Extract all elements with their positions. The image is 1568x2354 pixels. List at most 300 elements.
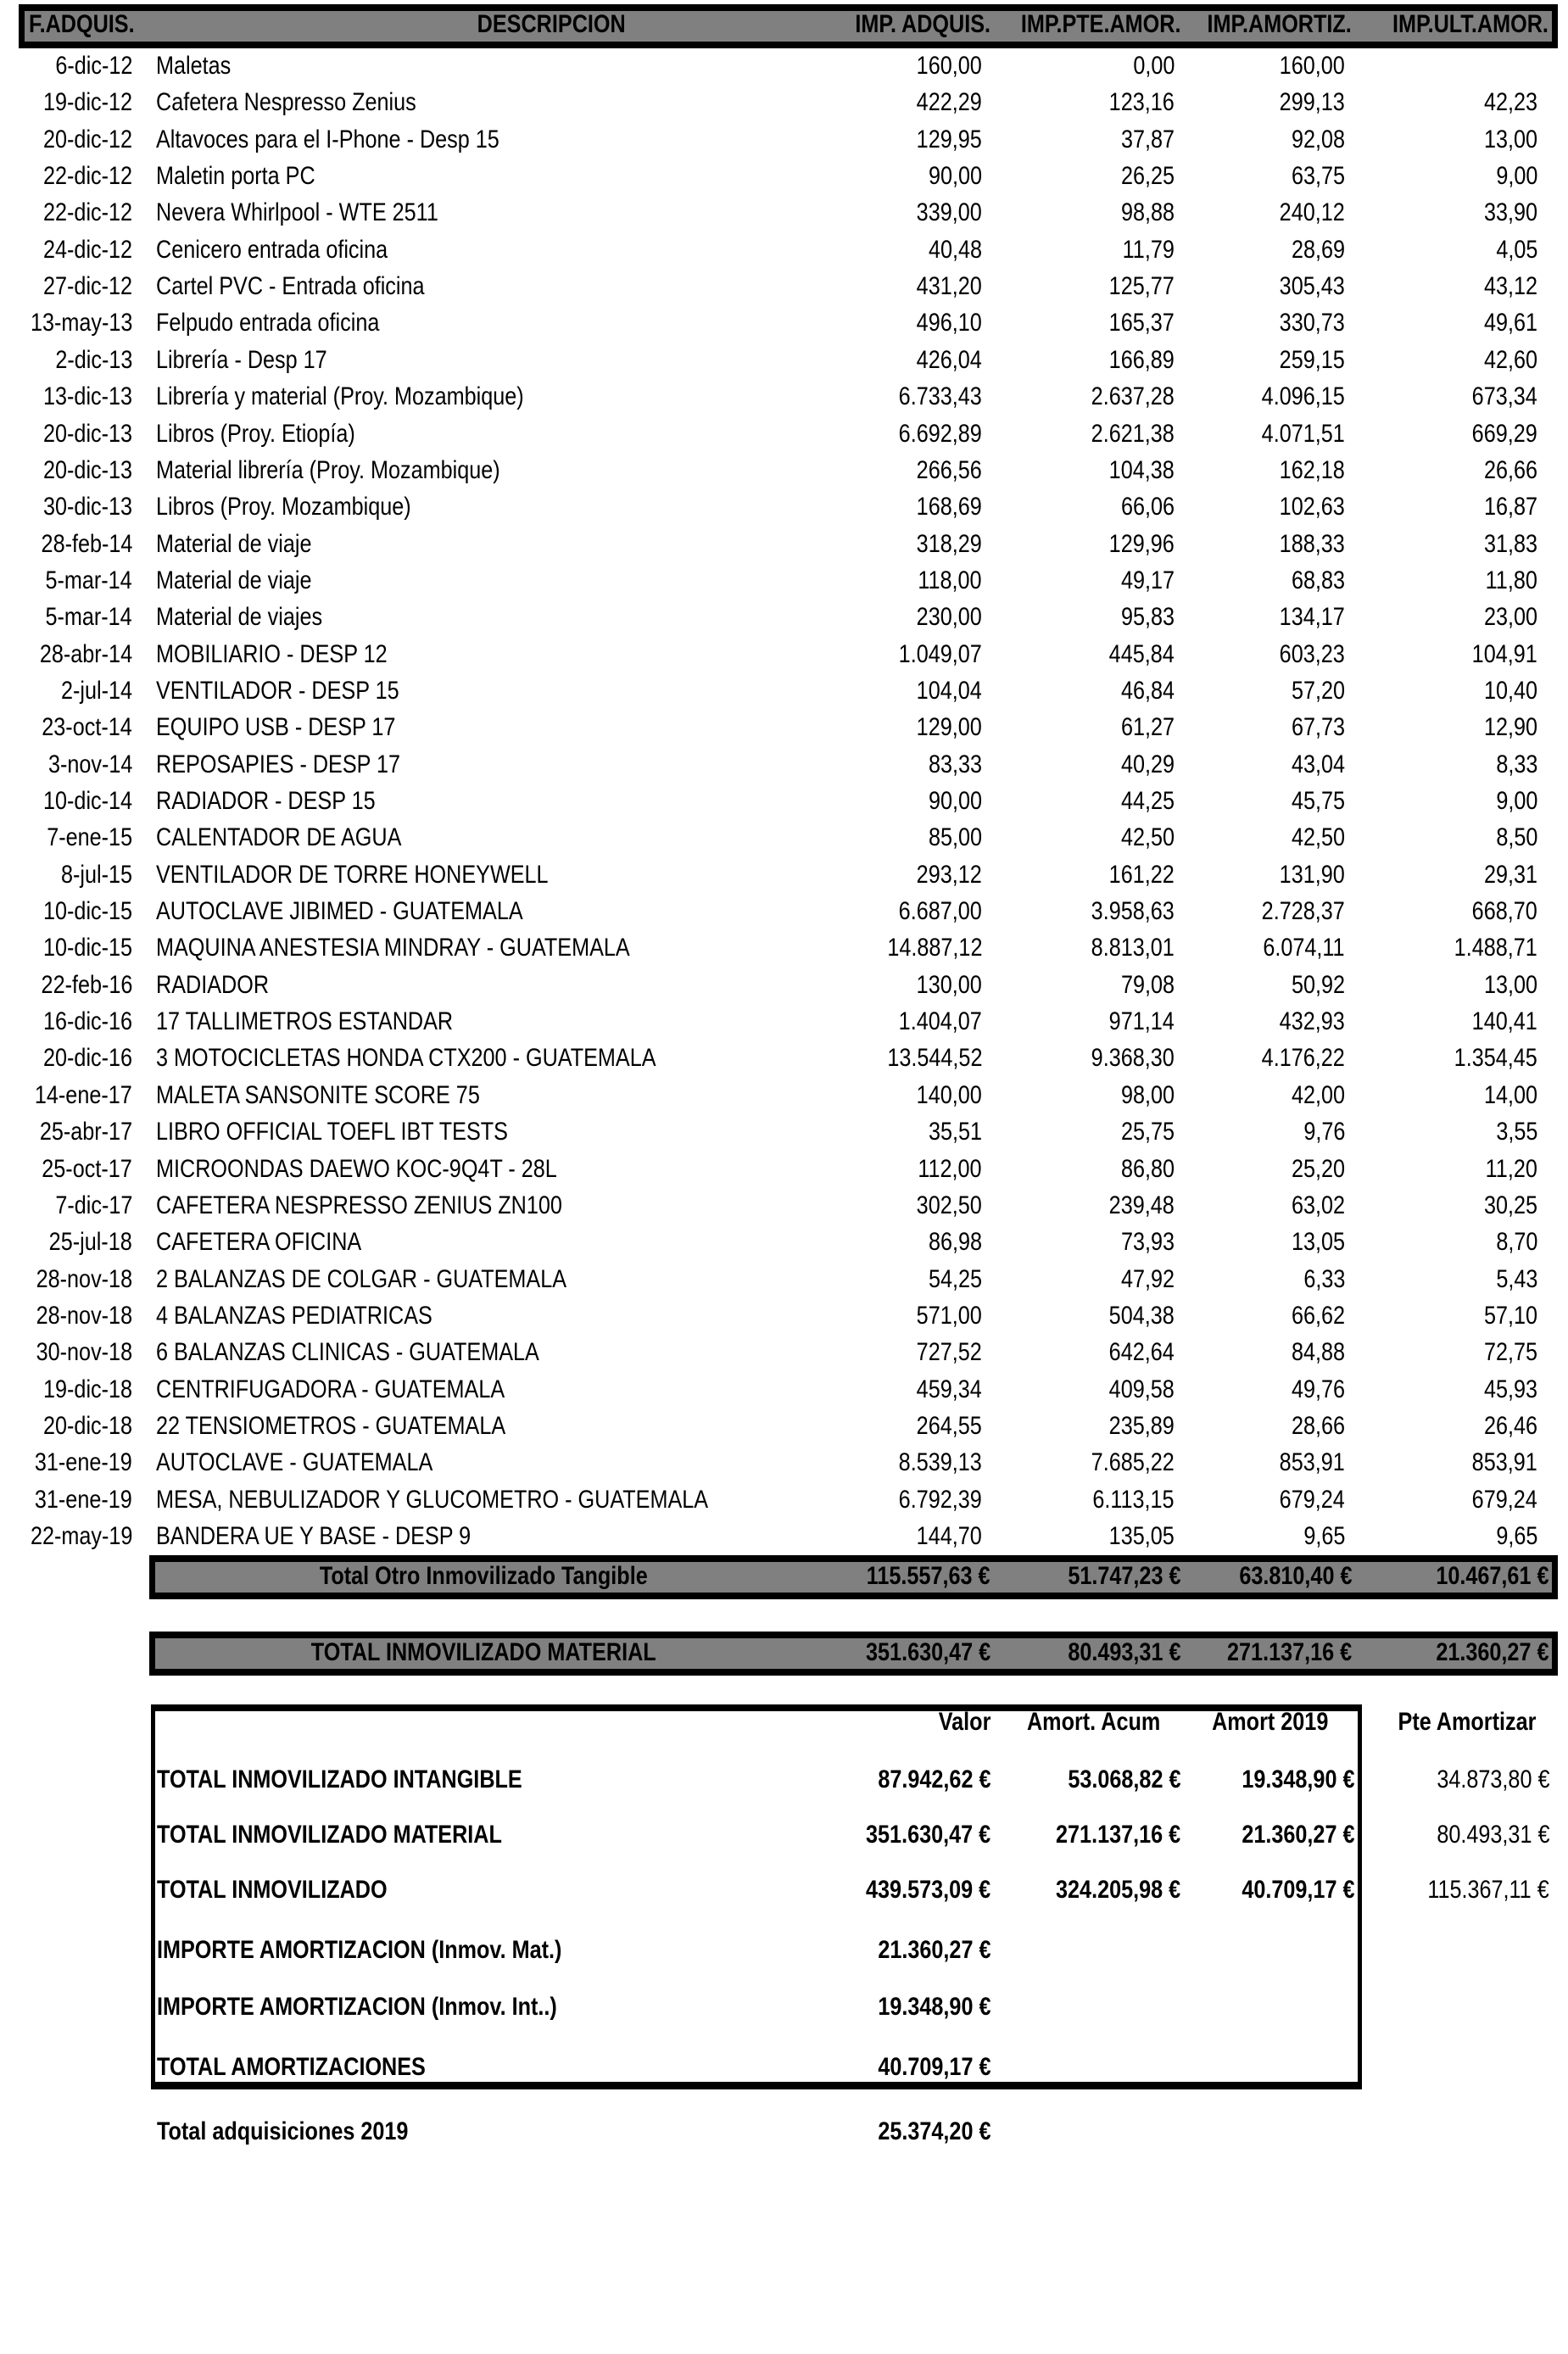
cell-imp-pte-amor: 104,38	[1108, 455, 1175, 484]
cell-imp-adquis: 54,25	[928, 1264, 982, 1293]
table-row	[0, 1080, 1568, 1111]
cell-imp-adquis: 431,20	[916, 272, 982, 301]
total-material-imp-adquis: 351.630,47 €	[865, 1638, 990, 1666]
cell-description: Material de viaje	[156, 529, 312, 558]
summary-pte-amortizar: 115.367,11 €	[1427, 1876, 1549, 1904]
cell-imp-amortiz: 63,75	[1291, 162, 1345, 191]
table-row	[0, 1191, 1568, 1221]
total-otro-imp-pte-amor: 51.747,23 €	[1067, 1562, 1180, 1590]
cell-imp-pte-amor: 123,16	[1108, 88, 1175, 117]
cell-imp-adquis: 14.887,12	[886, 934, 982, 962]
cell-imp-adquis: 90,00	[928, 162, 982, 191]
table-row	[0, 602, 1568, 633]
cell-imp-adquis: 1.404,07	[898, 1007, 982, 1036]
cell-date: 20-dic-16	[42, 1044, 132, 1073]
cell-description: 22 TENSIOMETROS - GUATEMALA	[156, 1411, 506, 1440]
cell-date: 30-nov-18	[36, 1338, 132, 1367]
cell-description: BANDERA UE Y BASE - DESP 9	[156, 1522, 472, 1550]
cell-description: Nevera Whirlpool - WTE 2511	[156, 198, 438, 227]
cell-imp-ult-amor: 679,24	[1471, 1485, 1537, 1514]
table-row	[0, 161, 1568, 192]
cell-imp-ult-amor: 16,87	[1483, 493, 1537, 522]
total-otro-imp-adquis: 115.557,63 €	[867, 1562, 990, 1590]
cell-date: 22-feb-16	[41, 970, 132, 999]
amortization-label: IMPORTE AMORTIZACION (Inmov. Int..)	[157, 1993, 557, 2021]
cell-imp-adquis: 230,00	[916, 603, 982, 632]
cell-description: 6 BALANZAS CLINICAS - GUATEMALA	[156, 1338, 539, 1367]
cell-date: 19-dic-12	[42, 88, 132, 117]
cell-imp-amortiz: 240,12	[1279, 198, 1345, 227]
cell-date: 25-abr-17	[39, 1118, 132, 1146]
cell-description: Material de viaje	[156, 566, 312, 594]
cell-imp-ult-amor	[1272, 51, 1537, 81]
cell-imp-ult-amor: 31,83	[1483, 529, 1537, 558]
cell-imp-adquis: 160,00	[916, 52, 982, 80]
cell-imp-amortiz: 853,91	[1279, 1448, 1345, 1477]
cell-description: MESA, NEBULIZADOR Y GLUCOMETRO - GUATEMALA	[156, 1485, 709, 1514]
cell-imp-amortiz: 305,43	[1279, 272, 1345, 301]
cell-imp-adquis: 6.733,43	[898, 382, 982, 411]
cell-imp-amortiz: 2.728,37	[1261, 897, 1345, 926]
cell-imp-adquis: 90,00	[928, 787, 982, 815]
header-imp-ult-amor: IMP.ULT.AMOR.	[1392, 10, 1548, 38]
total-otro-imp-amortiz: 63.810,40 €	[1238, 1562, 1352, 1590]
cell-description: Cenicero entrada oficina	[156, 235, 388, 264]
cell-imp-pte-amor: 135,05	[1108, 1522, 1175, 1550]
cell-description: Librería y material (Proy. Mozambique)	[156, 382, 524, 411]
cell-imp-ult-amor: 9,65	[1495, 1522, 1537, 1550]
summary-label: TOTAL INMOVILIZADO INTANGIBLE	[157, 1766, 522, 1793]
cell-imp-amortiz: 42,50	[1291, 823, 1345, 852]
table-row	[0, 1485, 1568, 1515]
summary-pte-amortizar: 34.873,80 €	[1436, 1766, 1549, 1793]
table-row	[0, 345, 1568, 376]
cell-imp-adquis: 266,56	[916, 455, 982, 484]
cell-date: 16-dic-16	[42, 1007, 132, 1036]
table-row	[0, 639, 1568, 670]
cell-imp-pte-amor: 46,84	[1120, 676, 1175, 705]
cell-imp-adquis: 112,00	[918, 1154, 982, 1183]
summary-amort-year: 19.348,90 €	[1241, 1766, 1354, 1793]
summary-header-amort-year: Amort 2019	[1212, 1708, 1329, 1736]
cell-imp-adquis: 86,98	[928, 1228, 982, 1257]
cell-imp-ult-amor: 57,10	[1483, 1301, 1537, 1330]
cell-imp-pte-amor: 49,17	[1120, 566, 1175, 594]
cell-imp-amortiz: 45,75	[1291, 787, 1345, 815]
cell-imp-pte-amor: 165,37	[1108, 309, 1175, 337]
summary-pte-amortizar: 80.493,31 €	[1436, 1821, 1549, 1849]
cell-date: 27-dic-12	[42, 272, 132, 301]
cell-imp-adquis: 302,50	[916, 1191, 982, 1219]
cell-description: 3 MOTOCICLETAS HONDA CTX200 - GUATEMALA	[156, 1044, 656, 1073]
cell-imp-pte-amor: 166,89	[1108, 345, 1175, 374]
cell-imp-adquis: 35,51	[928, 1118, 982, 1146]
cell-description: CAFETERA OFICINA	[156, 1228, 362, 1257]
cell-date: 20-dic-13	[42, 455, 132, 484]
cell-date: 25-oct-17	[42, 1154, 132, 1183]
table-row	[0, 1337, 1568, 1368]
cell-imp-ult-amor: 30,25	[1483, 1191, 1537, 1219]
cell-imp-amortiz: 162,18	[1279, 455, 1345, 484]
amortization-value: 40.709,17 €	[877, 2053, 990, 2081]
cell-imp-ult-amor: 8,33	[1495, 750, 1537, 778]
cell-date: 5-mar-14	[45, 603, 132, 632]
table-row	[0, 87, 1568, 118]
summary-valor: 87.942,62 €	[877, 1766, 990, 1793]
cell-date: 7-dic-17	[54, 1191, 132, 1219]
table-row	[0, 823, 1568, 853]
cell-imp-amortiz: 84,88	[1291, 1338, 1345, 1367]
cell-imp-amortiz: 66,62	[1291, 1301, 1345, 1330]
cell-date: 7-ene-15	[47, 823, 132, 852]
cell-imp-ult-amor: 33,90	[1483, 198, 1537, 227]
cell-imp-amortiz: 330,73	[1279, 309, 1345, 337]
cell-description: Cafetera Nespresso Zenius	[156, 88, 416, 117]
cell-imp-adquis: 6.792,39	[898, 1485, 982, 1514]
cell-imp-pte-amor: 409,58	[1108, 1375, 1175, 1403]
cell-date: 8-jul-15	[60, 860, 132, 889]
cell-imp-amortiz: 6,33	[1303, 1264, 1345, 1293]
cell-description: VENTILADOR DE TORRE HONEYWELL	[156, 860, 549, 889]
cell-imp-ult-amor: 13,00	[1483, 970, 1537, 999]
cell-description: Libros (Proy. Mozambique)	[156, 493, 411, 522]
summary-header-amort-acum: Amort. Acum	[1027, 1708, 1161, 1736]
cell-imp-adquis: 13.544,52	[886, 1044, 982, 1073]
total-otro-label: Total Otro Inmovilizado Tangible	[319, 1562, 648, 1590]
cell-imp-pte-amor: 66,06	[1120, 493, 1175, 522]
summary-amort-year: 21.360,27 €	[1241, 1821, 1354, 1849]
cell-imp-adquis: 6.687,00	[898, 897, 982, 926]
cell-imp-amortiz: 13,05	[1291, 1228, 1345, 1257]
cell-imp-ult-amor: 12,90	[1483, 713, 1537, 742]
cell-imp-pte-amor: 61,27	[1120, 713, 1175, 742]
summary-valor: 439.573,09 €	[865, 1876, 990, 1904]
cell-imp-adquis: 104,04	[916, 676, 982, 705]
cell-imp-adquis: 339,00	[916, 198, 982, 227]
cell-imp-pte-amor: 504,38	[1108, 1301, 1175, 1330]
cell-imp-ult-amor: 853,91	[1471, 1448, 1537, 1477]
cell-description: REPOSAPIES - DESP 17	[156, 750, 401, 778]
cell-date: 19-dic-18	[42, 1375, 132, 1403]
cell-imp-adquis: 293,12	[916, 860, 982, 889]
cell-imp-amortiz: 432,93	[1279, 1007, 1345, 1036]
amortization-value: 19.348,90 €	[877, 1993, 990, 2021]
cell-description: RADIADOR - DESP 15	[156, 787, 376, 815]
cell-imp-ult-amor: 42,60	[1483, 345, 1537, 374]
cell-imp-pte-amor: 8.813,01	[1091, 934, 1175, 962]
cell-imp-ult-amor: 13,00	[1483, 125, 1537, 153]
cell-imp-adquis: 8.539,13	[898, 1448, 982, 1477]
cell-description: CAFETERA NESPRESSO ZENIUS ZN100	[156, 1191, 562, 1219]
cell-date: 13-may-13	[30, 309, 132, 337]
cell-imp-adquis: 85,00	[928, 823, 982, 852]
cell-description: VENTILADOR - DESP 15	[156, 676, 399, 705]
cell-date: 24-dic-12	[42, 235, 132, 264]
table-row	[0, 1154, 1568, 1185]
amortization-label: IMPORTE AMORTIZACION (Inmov. Mat.)	[157, 1936, 562, 1964]
cell-imp-amortiz: 50,92	[1291, 970, 1345, 999]
cell-imp-ult-amor: 5,43	[1495, 1264, 1537, 1293]
cell-date: 14-ene-17	[35, 1080, 132, 1109]
table-row	[0, 933, 1568, 963]
cell-imp-ult-amor: 23,00	[1483, 603, 1537, 632]
table-row	[0, 529, 1568, 560]
cell-imp-adquis: 318,29	[916, 529, 982, 558]
cell-imp-pte-amor: 44,25	[1120, 787, 1175, 815]
table-row	[0, 235, 1568, 265]
cell-description: Librería - Desp 17	[156, 345, 327, 374]
cell-imp-pte-amor: 40,29	[1120, 750, 1175, 778]
cell-imp-adquis: 129,95	[916, 125, 982, 153]
table-row	[0, 382, 1568, 412]
cell-imp-pte-amor: 235,89	[1108, 1411, 1175, 1440]
table-row	[0, 455, 1568, 486]
cell-description: MALETA SANSONITE SCORE 75	[156, 1080, 480, 1109]
total-otro-imp-ult-amor: 10.467,61 €	[1435, 1562, 1548, 1590]
table-row	[0, 676, 1568, 706]
cell-description: Material de viajes	[156, 603, 323, 632]
cell-date: 28-feb-14	[41, 529, 132, 558]
summary-header-valor: Valor	[938, 1708, 990, 1736]
cell-imp-pte-amor: 37,87	[1120, 125, 1175, 153]
cell-imp-ult-amor: 9,00	[1495, 162, 1537, 191]
cell-date: 22-dic-12	[42, 162, 132, 191]
cell-imp-pte-amor: 0,00	[1132, 52, 1175, 80]
table-row	[0, 786, 1568, 817]
table-row	[0, 419, 1568, 449]
table-row	[0, 51, 1568, 81]
cell-description: 17 TALLIMETROS ESTANDAR	[156, 1007, 454, 1036]
cell-description: AUTOCLAVE - GUATEMALA	[156, 1448, 433, 1477]
cell-date: 22-dic-12	[42, 198, 132, 227]
cell-imp-ult-amor: 9,00	[1495, 787, 1537, 815]
cell-imp-adquis: 130,00	[916, 970, 982, 999]
cell-imp-ult-amor: 668,70	[1471, 897, 1537, 926]
cell-description: Altavoces para el I-Phone - Desp 15	[156, 125, 499, 153]
cell-date: 2-jul-14	[60, 676, 132, 705]
cell-imp-ult-amor: 26,46	[1483, 1411, 1537, 1440]
cell-imp-adquis: 40,48	[928, 235, 982, 264]
cell-description: MAQUINA ANESTESIA MINDRAY - GUATEMALA	[156, 934, 630, 962]
cell-imp-amortiz: 28,69	[1291, 235, 1345, 264]
table-row	[0, 712, 1568, 743]
cell-imp-amortiz: 4.096,15	[1261, 382, 1345, 411]
table-row	[0, 860, 1568, 890]
table-row	[0, 1117, 1568, 1147]
table-row	[0, 1411, 1568, 1442]
cell-imp-amortiz: 679,24	[1279, 1485, 1345, 1514]
cell-description: RADIADOR	[156, 970, 270, 999]
header-descripcion: DESCRIPCION	[477, 10, 626, 38]
cell-imp-pte-amor: 129,96	[1108, 529, 1175, 558]
cell-imp-adquis: 168,69	[916, 493, 982, 522]
cell-imp-ult-amor: 14,00	[1483, 1080, 1537, 1109]
cell-imp-amortiz: 188,33	[1279, 529, 1345, 558]
cell-imp-ult-amor: 1.488,71	[1454, 934, 1537, 962]
total-material-label: TOTAL INMOVILIZADO MATERIAL	[310, 1638, 656, 1666]
cell-imp-pte-amor: 642,64	[1108, 1338, 1175, 1367]
cell-imp-adquis: 496,10	[916, 309, 982, 337]
cell-imp-amortiz: 49,76	[1291, 1375, 1345, 1403]
amortization-label: TOTAL AMORTIZACIONES	[157, 2053, 426, 2081]
cell-imp-ult-amor: 26,66	[1483, 455, 1537, 484]
cell-imp-amortiz: 9,65	[1303, 1522, 1345, 1550]
cell-imp-pte-amor: 11,79	[1122, 235, 1175, 264]
cell-imp-pte-amor: 42,50	[1120, 823, 1175, 852]
cell-imp-adquis: 422,29	[916, 88, 982, 117]
cell-imp-pte-amor: 6.113,15	[1092, 1485, 1175, 1514]
cell-imp-pte-amor: 79,08	[1120, 970, 1175, 999]
cell-description: CENTRIFUGADORA - GUATEMALA	[156, 1375, 505, 1403]
cell-description: 4 BALANZAS PEDIATRICAS	[156, 1301, 432, 1330]
cell-imp-amortiz: 6.074,11	[1263, 934, 1345, 962]
cell-description: EQUIPO USB - DESP 17	[156, 713, 396, 742]
cell-date: 6-dic-12	[54, 52, 132, 80]
cell-imp-ult-amor: 11,80	[1485, 566, 1537, 594]
cell-imp-pte-amor: 9.368,30	[1091, 1044, 1175, 1073]
table-row	[0, 750, 1568, 780]
cell-date: 25-jul-18	[48, 1228, 132, 1257]
table-row	[0, 970, 1568, 1001]
cell-imp-amortiz: 299,13	[1279, 88, 1345, 117]
cell-imp-pte-amor: 125,77	[1108, 272, 1175, 301]
cell-date: 28-nov-18	[36, 1264, 132, 1293]
cell-description: MOBILIARIO - DESP 12	[156, 639, 388, 668]
cell-date: 2-dic-13	[54, 345, 132, 374]
table-row	[0, 1375, 1568, 1405]
cell-date: 28-abr-14	[39, 639, 132, 668]
table-row	[0, 1521, 1568, 1552]
table-row	[0, 1043, 1568, 1074]
cell-imp-adquis: 459,34	[916, 1375, 982, 1403]
cell-imp-adquis: 118,00	[918, 566, 982, 594]
cell-imp-adquis: 727,52	[916, 1338, 982, 1367]
cell-description: Maletas	[156, 52, 232, 80]
cell-imp-pte-amor: 239,48	[1108, 1191, 1175, 1219]
cell-imp-amortiz: 4.176,22	[1261, 1044, 1345, 1073]
cell-imp-pte-amor: 3.958,63	[1091, 897, 1175, 926]
cell-imp-ult-amor: 8,50	[1495, 823, 1537, 852]
header-f-adquis: F.ADQUIS.	[29, 10, 135, 38]
cell-imp-pte-amor: 98,88	[1120, 198, 1175, 227]
cell-imp-amortiz: 92,08	[1291, 125, 1345, 153]
summary-amort-acum: 53.068,82 €	[1067, 1766, 1180, 1793]
cell-imp-amortiz: 57,20	[1291, 676, 1345, 705]
cell-description: Libros (Proy. Etiopía)	[156, 419, 355, 448]
cell-imp-ult-amor: 10,40	[1483, 676, 1537, 705]
cell-imp-amortiz: 4.071,51	[1261, 419, 1345, 448]
cell-imp-pte-amor: 73,93	[1120, 1228, 1175, 1257]
cell-imp-amortiz: 67,73	[1291, 713, 1345, 742]
cell-date: 23-oct-14	[42, 713, 132, 742]
cell-imp-ult-amor: 1.354,45	[1454, 1044, 1537, 1073]
cell-imp-adquis: 129,00	[916, 713, 982, 742]
cell-imp-ult-amor: 3,55	[1495, 1118, 1537, 1146]
cell-date: 10-dic-15	[42, 934, 132, 962]
header-imp-amortiz: IMP.AMORTIZ.	[1207, 10, 1352, 38]
table-row	[0, 1264, 1568, 1295]
table-row	[0, 566, 1568, 596]
cell-imp-pte-amor: 98,00	[1120, 1080, 1175, 1109]
cell-imp-amortiz: 9,76	[1303, 1118, 1345, 1146]
cell-imp-ult-amor: 29,31	[1483, 860, 1537, 889]
cell-imp-ult-amor: 49,61	[1483, 309, 1537, 337]
summary-header-pte-amortizar: Pte Amortizar	[1398, 1708, 1537, 1736]
cell-date: 13-dic-13	[42, 382, 132, 411]
total-material-imp-pte-amor: 80.493,31 €	[1067, 1638, 1180, 1666]
acquisitions-label: Total adquisiciones 2019	[157, 2117, 409, 2145]
cell-date: 20-dic-18	[42, 1411, 132, 1440]
table-row	[0, 271, 1568, 302]
cell-imp-ult-amor: 43,12	[1483, 272, 1537, 301]
cell-description: Maletin porta PC	[156, 162, 315, 191]
amortization-value: 21.360,27 €	[877, 1936, 990, 1964]
cell-description: Felpudo entrada oficina	[156, 309, 380, 337]
cell-imp-ult-amor: 42,23	[1483, 88, 1537, 117]
cell-imp-pte-amor: 971,14	[1108, 1007, 1175, 1036]
summary-valor: 351.630,47 €	[865, 1821, 990, 1849]
total-material-imp-ult-amor: 21.360,27 €	[1435, 1638, 1548, 1666]
summary-amort-year: 40.709,17 €	[1241, 1876, 1354, 1904]
cell-imp-pte-amor: 25,75	[1120, 1118, 1175, 1146]
cell-date: 20-dic-13	[42, 419, 132, 448]
cell-imp-ult-amor: 72,75	[1483, 1338, 1537, 1367]
cell-imp-pte-amor: 445,84	[1108, 639, 1175, 668]
cell-imp-adquis: 83,33	[928, 750, 982, 778]
summary-amort-acum: 324.205,98 €	[1055, 1876, 1180, 1904]
cell-description: Cartel PVC - Entrada oficina	[156, 272, 425, 301]
cell-imp-ult-amor: 45,93	[1483, 1375, 1537, 1403]
cell-description: LIBRO OFFICIAL TOEFL IBT TESTS	[156, 1118, 508, 1146]
table-row	[0, 1227, 1568, 1258]
cell-description: CALENTADOR DE AGUA	[156, 823, 402, 852]
table-row	[0, 198, 1568, 228]
cell-imp-pte-amor: 26,25	[1120, 162, 1175, 191]
cell-imp-pte-amor: 47,92	[1120, 1264, 1175, 1293]
cell-imp-amortiz: 131,90	[1279, 860, 1345, 889]
summary-amort-acum: 271.137,16 €	[1055, 1821, 1180, 1849]
cell-imp-pte-amor: 86,80	[1120, 1154, 1175, 1183]
cell-imp-ult-amor: 673,34	[1471, 382, 1537, 411]
cell-imp-ult-amor: 11,20	[1485, 1154, 1537, 1183]
cell-imp-amortiz: 28,66	[1291, 1411, 1345, 1440]
cell-date: 22-may-19	[30, 1522, 132, 1550]
cell-imp-ult-amor: 4,05	[1495, 235, 1537, 264]
table-row	[0, 492, 1568, 522]
total-material-imp-amortiz: 271.137,16 €	[1226, 1638, 1352, 1666]
cell-imp-amortiz: 102,63	[1279, 493, 1345, 522]
summary-label: TOTAL INMOVILIZADO MATERIAL	[157, 1821, 502, 1849]
cell-imp-adquis: 6.692,89	[898, 419, 982, 448]
cell-date: 10-dic-14	[42, 787, 132, 815]
table-row	[0, 1007, 1568, 1037]
header-imp-adquis: IMP. ADQUIS.	[855, 10, 990, 38]
cell-date: 28-nov-18	[36, 1301, 132, 1330]
cell-imp-amortiz: 259,15	[1279, 345, 1345, 374]
cell-date: 31-ene-19	[35, 1485, 132, 1514]
cell-imp-amortiz: 42,00	[1291, 1080, 1345, 1109]
cell-date: 31-ene-19	[35, 1448, 132, 1477]
cell-imp-pte-amor: 7.685,22	[1091, 1448, 1175, 1477]
acquisitions-value: 25.374,20 €	[877, 2117, 990, 2145]
cell-date: 3-nov-14	[47, 750, 132, 778]
cell-date: 10-dic-15	[42, 897, 132, 926]
cell-date: 20-dic-12	[42, 125, 132, 153]
cell-imp-ult-amor: 140,41	[1471, 1007, 1537, 1036]
cell-imp-adquis: 140,00	[916, 1080, 982, 1109]
cell-imp-amortiz: 43,04	[1291, 750, 1345, 778]
table-row	[0, 896, 1568, 927]
